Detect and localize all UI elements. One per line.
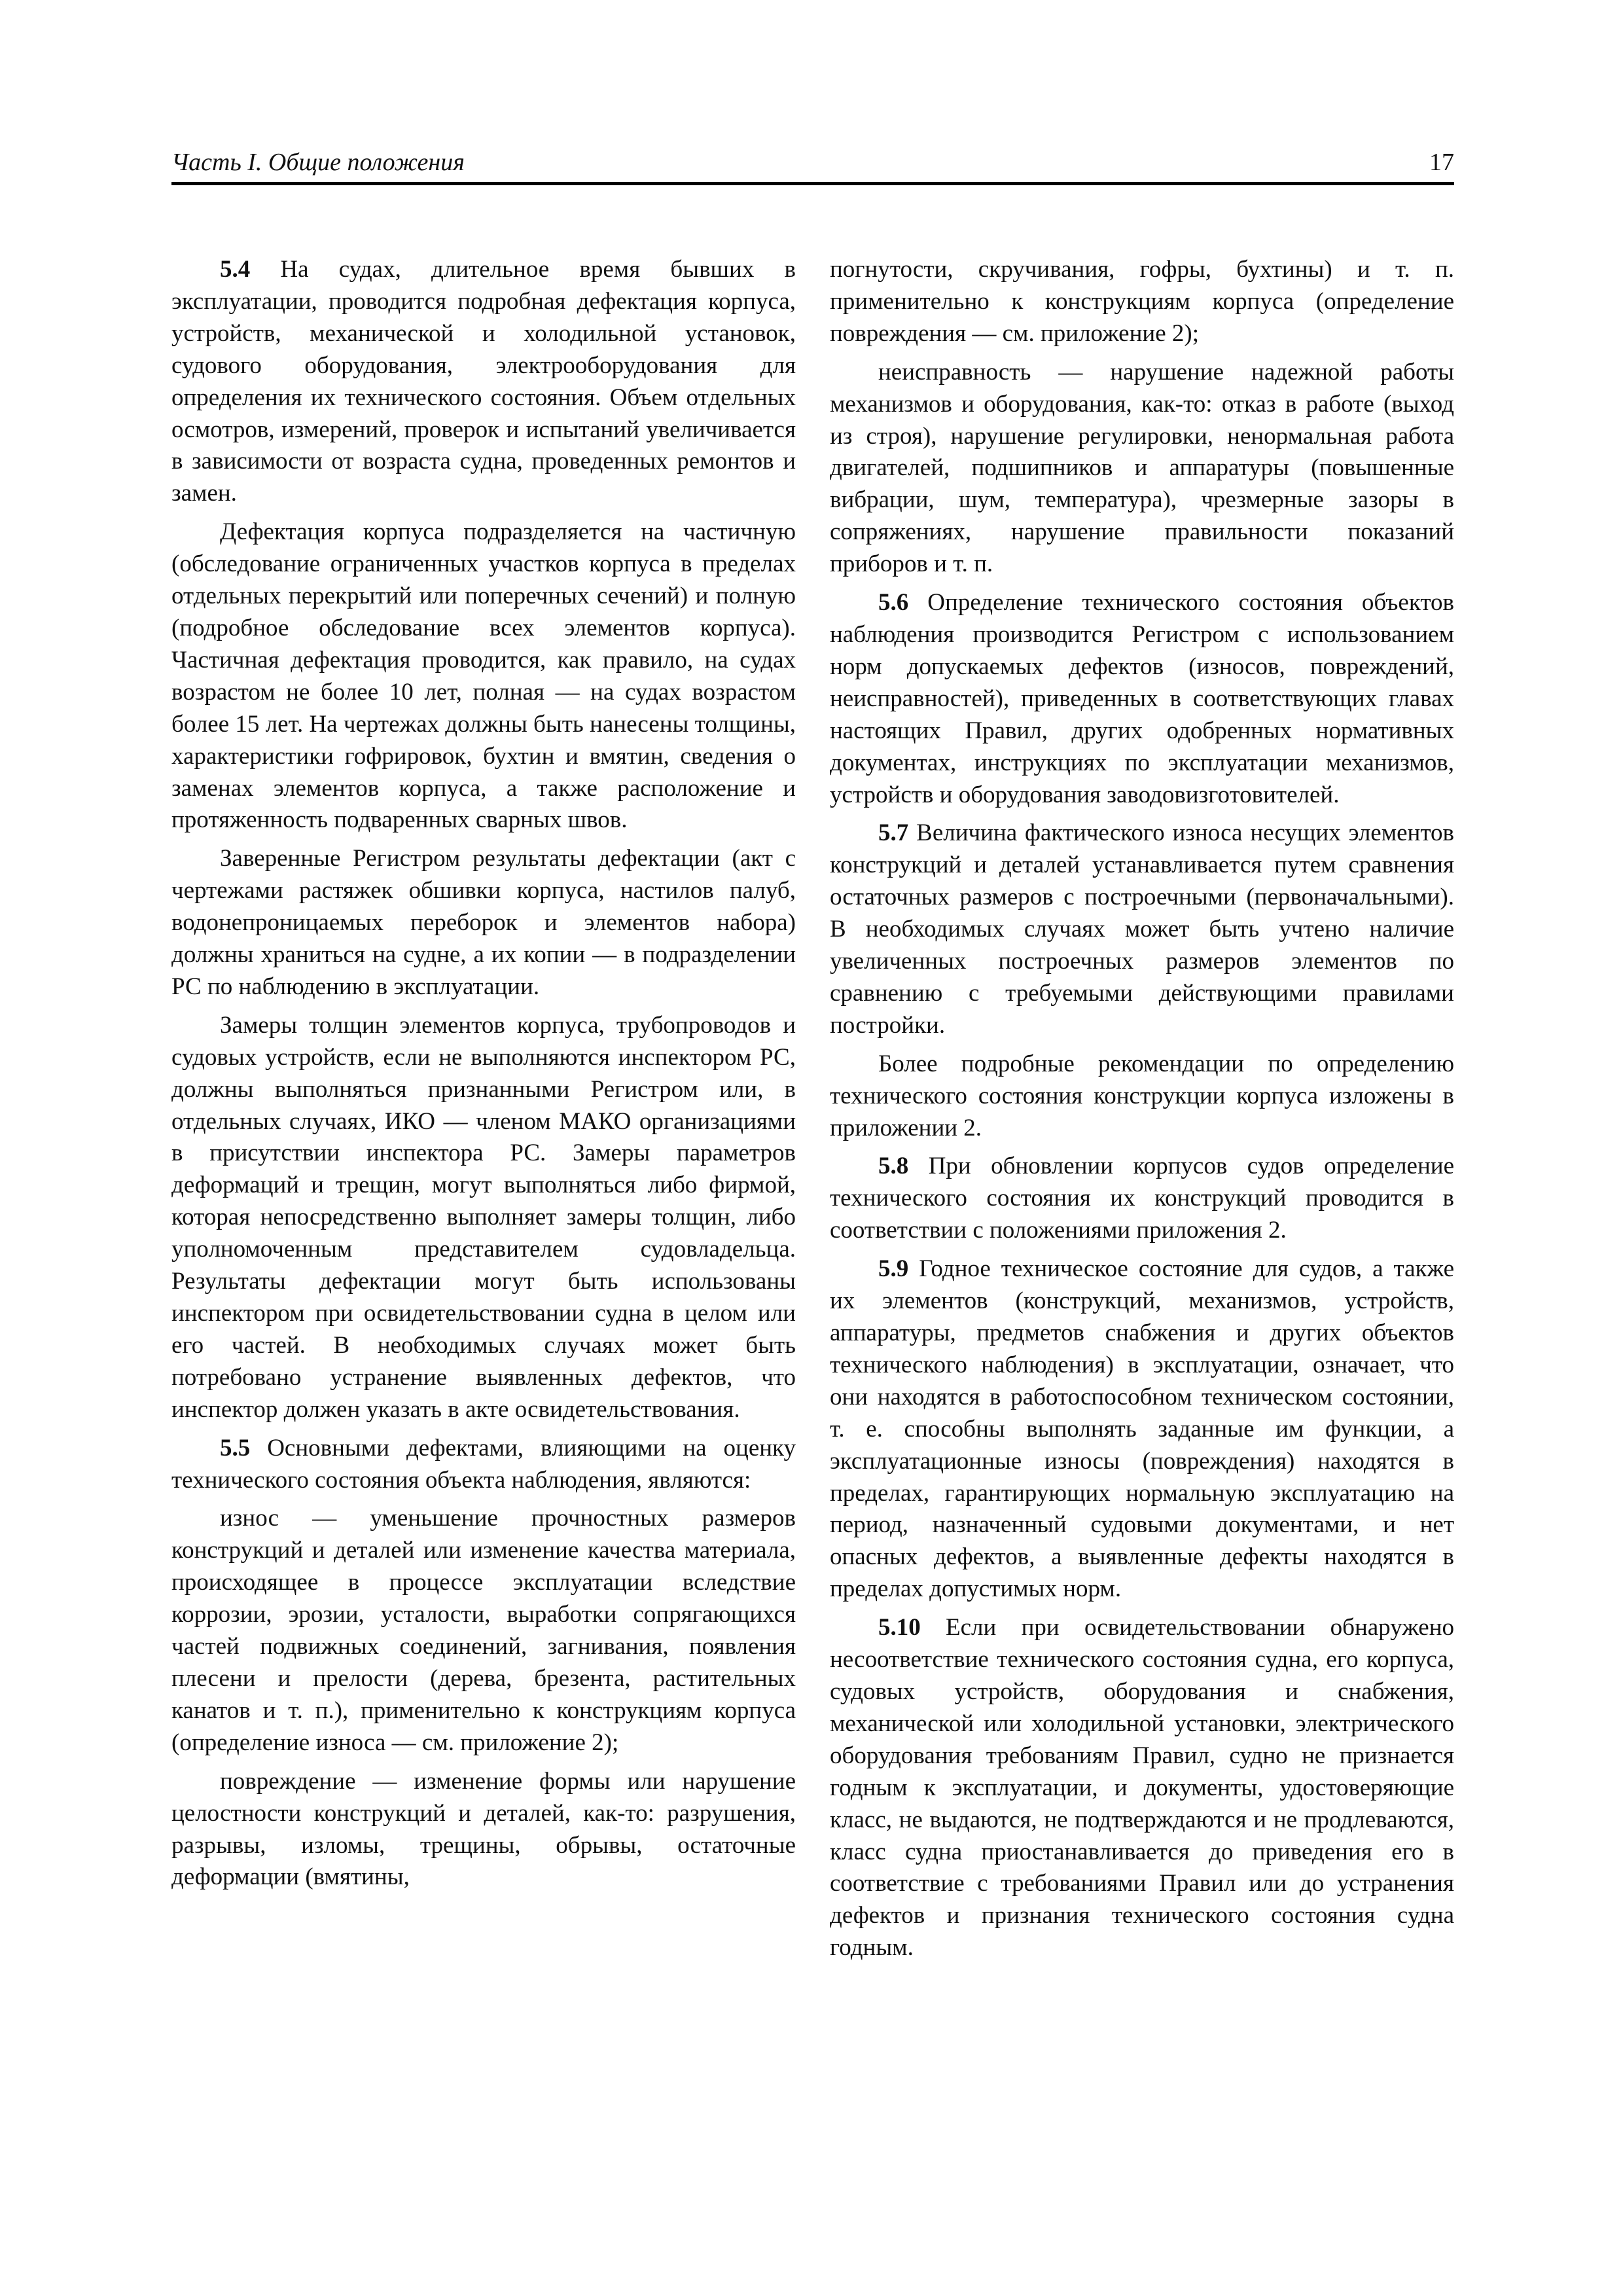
clause-number: 5.9 — [878, 1255, 909, 1283]
paragraph — [830, 1049, 1454, 1145]
paragraph — [171, 254, 796, 510]
paragraph — [830, 254, 1454, 350]
paragraph-text: Годное техническое состояние для судов, а также их элементов (конструкций, механизмов, устройств, аппаратуры, предметов снабжения и других объектов технического наблюдения) в эксплуатации, означает, что они находятся в работоспособном техническом состоянии, т. е. способны выполнять заданные им функции, а эксплуатационные износы (повреждения) находятся в пределах, гарантирующих нормальную эксплуатацию на период, назначенный судовыми документами, и нет опасных дефектов, а выявленные дефекты находятся в пределах допустимых норм. — [830, 1255, 1454, 1603]
paragraph — [171, 1433, 796, 1497]
clause-number: 5.10 — [878, 1614, 921, 1641]
clause-number: 5.6 — [878, 589, 909, 617]
paragraph — [830, 817, 1454, 1041]
paragraph-text: неисправность — нарушение надежной работы механизмов и оборудования, как-то: отказ в работе (выход из строя), нарушение регулировки, ненормальная работа двигателей, подшипников и аппаратуры (повышенные вибрации, шум, температура), чрезмерные зазоры в сопряжениях, нарушение правильности показаний приборов и т. п. — [830, 358, 1454, 578]
paragraph — [171, 1766, 796, 1894]
paragraph — [171, 1503, 796, 1759]
paragraph — [171, 516, 796, 836]
left-column — [171, 254, 796, 1900]
paragraph-text: Заверенные Регистром результаты дефектации (акт с чертежами растяжек обшивки корпуса, настилов палуб, водонепроницаемых переборок и элементов набора) должны храниться на судне, а их копии — в подразделении РС по наблюдению в эксплуатации. — [171, 845, 796, 1000]
paragraph — [830, 1151, 1454, 1247]
paragraph-text: Более подробные рекомендации по определению технического состояния конструкции корпуса изложены в приложении 2. — [830, 1050, 1454, 1141]
paragraph-text: износ — уменьшение прочностных размеров конструкций и деталей или изменение качества материала, происходящее в процессе эксплуатации вследствие коррозии, эрозии, усталости, выработки сопрягающихся частей подвижных соединений, загнивания, появления плесени и прелости (дерева, брезента, растительных канатов и т. п.), применительно к конструкциям корпуса (определение износа — см. приложение 2); — [171, 1505, 796, 1756]
paragraph — [830, 1612, 1454, 1964]
paragraph-text: погнутости, скручивания, гофры, бухтины) и т. п. применительно к конструкциям корпуса (определение повреждения — см. приложение 2); — [830, 256, 1454, 347]
paragraph-text: Если при освидетельствовании обнаружено несоответствие технического состояния судна, его корпуса, судовых устройств, оборудования и снабжения, механической или холодильной установки, электрического оборудования требованиям Правил, судно не признается годным к эксплуатации, и документы, удостоверяющие класс, не выдаются, не подтверждаются и не продлеваются, класс судна приостанавливается до приведения его в соответствие с требованиями Правил или до устранения дефектов и признания технического состояния судна годным. — [830, 1614, 1454, 1962]
clause-number: 5.8 — [878, 1153, 909, 1180]
clause-number: 5.4 — [220, 256, 251, 283]
paragraph — [830, 1253, 1454, 1605]
paragraph-text: Дефектация корпуса подразделяется на частичную (обследование ограниченных участков корпуса в пределах отдельных перекрытий или поперечных сечений) и полную (подробное обследование всех элементов корпуса). Частичная дефектация проводится, как правило, на судах возрастом не более 10 лет, полная — на судах возрастом более 15 лет. На чертежах должны быть нанесены толщины, характеристики гофрировок, бухтин и вмятин, сведения о заменах элементов корпуса, а также расположение и протяженность подваренных сварных швов. — [171, 518, 796, 834]
paragraph-text: Замеры толщин элементов корпуса, трубопроводов и судовых устройств, если не выполняются инспектором РС, должны выполняться признанными Регистром или, в отдельных случаях, ИКО — членом МАКО организациями в присутствии инспектора РС. Замеры параметров деформаций и трещин, могут выполняться либо фирмой, которая непосредственно выполняет замеры толщин, либо уполномоченным представителем судовладельца. Результаты дефектации могут быть использованы инспектором при освидетельствовании судна в целом или его частей. В необходимых случаях может быть потребовано устранение выявленных дефектов, что инспектор должен указать в акте освидетельствования. — [171, 1011, 796, 1423]
paragraph — [171, 1010, 796, 1426]
paragraph — [171, 843, 796, 1003]
page-number: 17 — [1429, 149, 1454, 176]
paragraph-text: На судах, длительное время бывших в эксплуатации, проводится подробная дефектация корпуса, устройств, механической и холодильной установок, судового оборудования, электрооборудования для определения их технического состояния. Объем отдельных осмотров, измерений, проверок и испытаний увеличивается в зависимости от возраста судна, проведенных ремонтов и замен. — [171, 256, 796, 507]
paragraph-text: Величина фактического износа несущих элементов конструкций и деталей устанавливается путем сравнения остаточных размеров с построечными (первоначальными). В необходимых случаях может быть учтено наличие увеличенных построечных размеров элементов по сравнению с требуемыми действующими правилами постройки. — [830, 819, 1454, 1039]
paragraph — [830, 357, 1454, 581]
clause-number: 5.7 — [878, 819, 909, 847]
right-column — [830, 254, 1454, 1971]
paragraph-text: При обновлении корпусов судов определение технического состояния их конструкций проводится в соответствии с положениями приложения 2. — [830, 1153, 1454, 1244]
paragraph-text: Определение технического состояния объектов наблюдения производится Регистром с использованием норм допускаемых дефектов (износов, повреждений, неисправностей), приведенных в соответствующих главах настоящих Правил, других одобренных нормативных документах, инструкциях по эксплуатации механизмов, устройств и оборудования заводовизготовителей. — [830, 589, 1454, 808]
paragraph — [830, 587, 1454, 811]
paragraph-text: повреждение — изменение формы или нарушение целостности конструкций и деталей, как-то: разрушения, разрывы, изломы, трещины, обрывы, остаточные деформации (вмятины, — [171, 1767, 796, 1891]
clause-number: 5.5 — [220, 1434, 251, 1462]
paragraph-text: Основными дефектами, влияющими на оценку технического состояния объекта наблюдения, являются: — [171, 1434, 796, 1494]
running-title: Часть I. Общие положения — [171, 149, 465, 176]
page-header — [171, 143, 1454, 185]
